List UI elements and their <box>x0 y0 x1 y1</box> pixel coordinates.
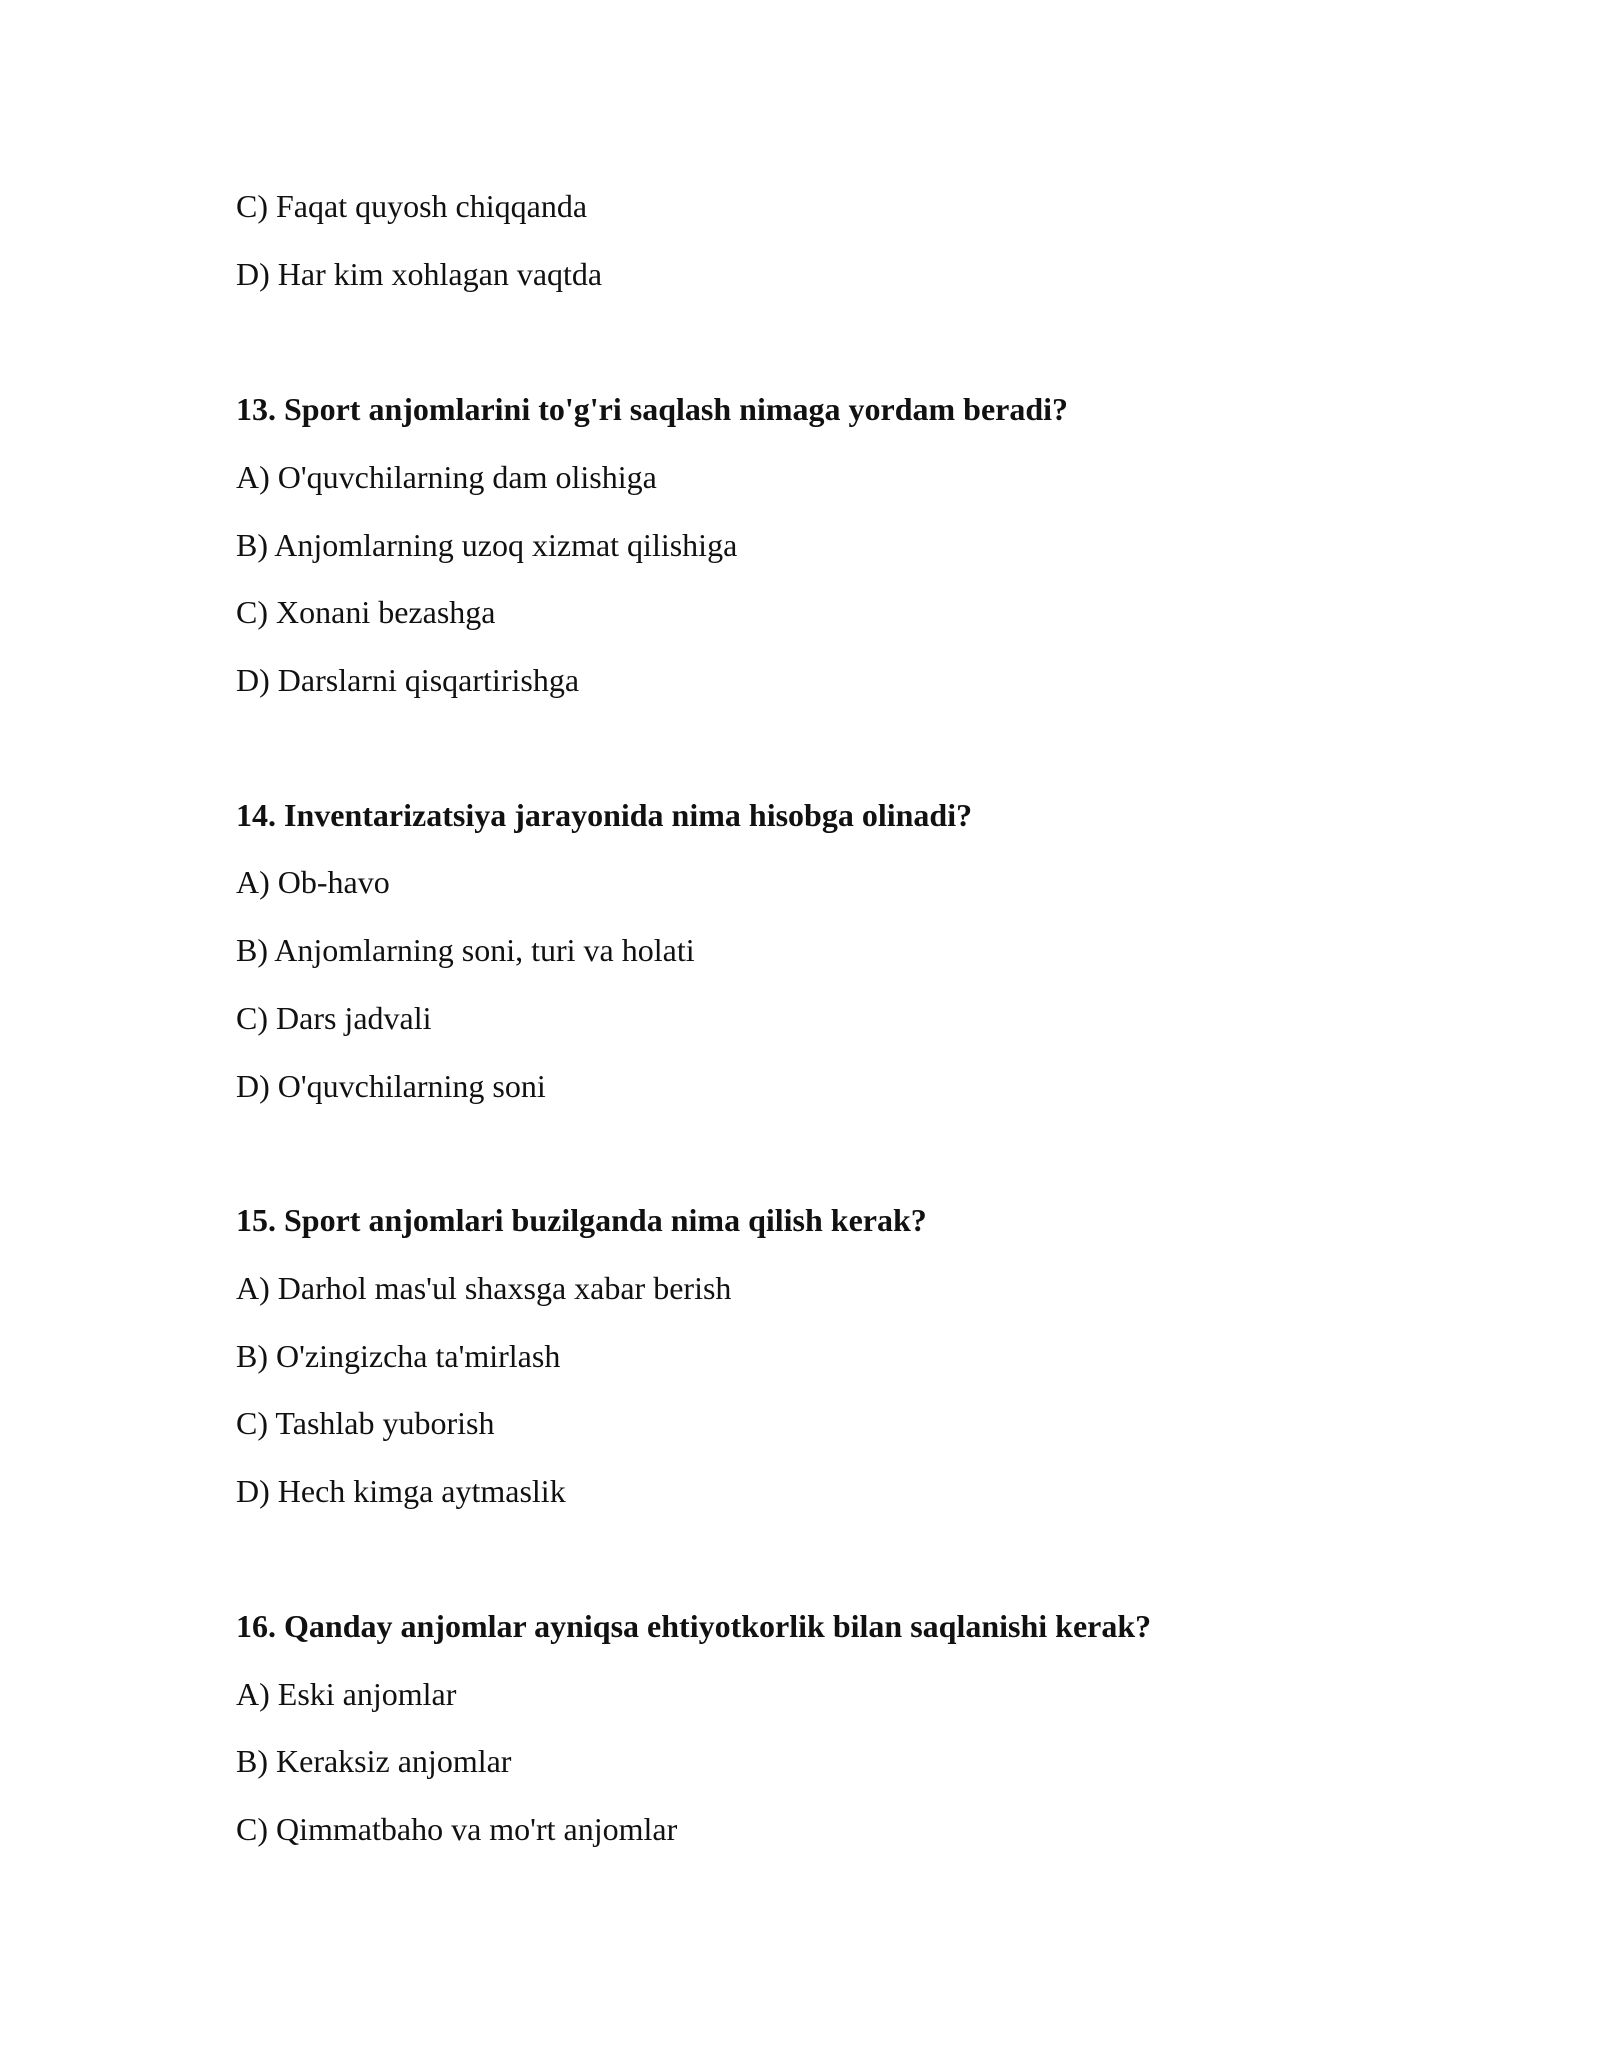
question-16-option-c: C) Qimmatbaho va mo'rt anjomlar <box>236 1811 678 1847</box>
question-14-title: 14. Inventarizatsiya jarayonida nima hisobga olinadi? <box>236 797 973 833</box>
question-14-option-b: B) Anjomlarning soni, turi va holati <box>236 932 695 968</box>
question-13-option-c: C) Xonani bezashga <box>236 594 496 630</box>
question-16-option-b: B) Keraksiz anjomlar <box>236 1743 512 1779</box>
question-16-option-a: A) Eski anjomlar <box>236 1676 457 1712</box>
question-15-title: 15. Sport anjomlari buzilganda nima qilish kerak? <box>236 1202 927 1238</box>
question-13-option-b: B) Anjomlarning uzoq xizmat qilishiga <box>236 527 738 563</box>
question-13-option-a: A) O'quvchilarning dam olishiga <box>236 459 657 495</box>
question-13-option-d: D) Darslarni qisqartirishga <box>236 662 580 698</box>
question-16-title: 16. Qanday anjomlar ayniqsa ehtiyotkorlik bilan saqlanishi kerak? <box>236 1608 1152 1644</box>
option-c-previous: C) Faqat quyosh chiqqanda <box>236 188 588 224</box>
option-d-previous: D) Har kim xohlagan vaqtda <box>236 256 603 292</box>
question-13-title: 13. Sport anjomlarini to'g'ri saqlash nimaga yordam beradi? <box>236 391 1069 427</box>
question-15-option-d: D) Hech kimga aytmaslik <box>236 1473 566 1509</box>
question-15-option-a: A) Darhol mas'ul shaxsga xabar berish <box>236 1270 732 1306</box>
question-15-option-c: C) Tashlab yuborish <box>236 1405 495 1441</box>
question-14-option-d: D) O'quvchilarning soni <box>236 1068 546 1104</box>
question-15-option-b: B) O'zingizcha ta'mirlash <box>236 1338 561 1374</box>
question-14-option-a: A) Ob-havo <box>236 864 390 900</box>
question-14-option-c: C) Dars jadvali <box>236 1000 432 1036</box>
